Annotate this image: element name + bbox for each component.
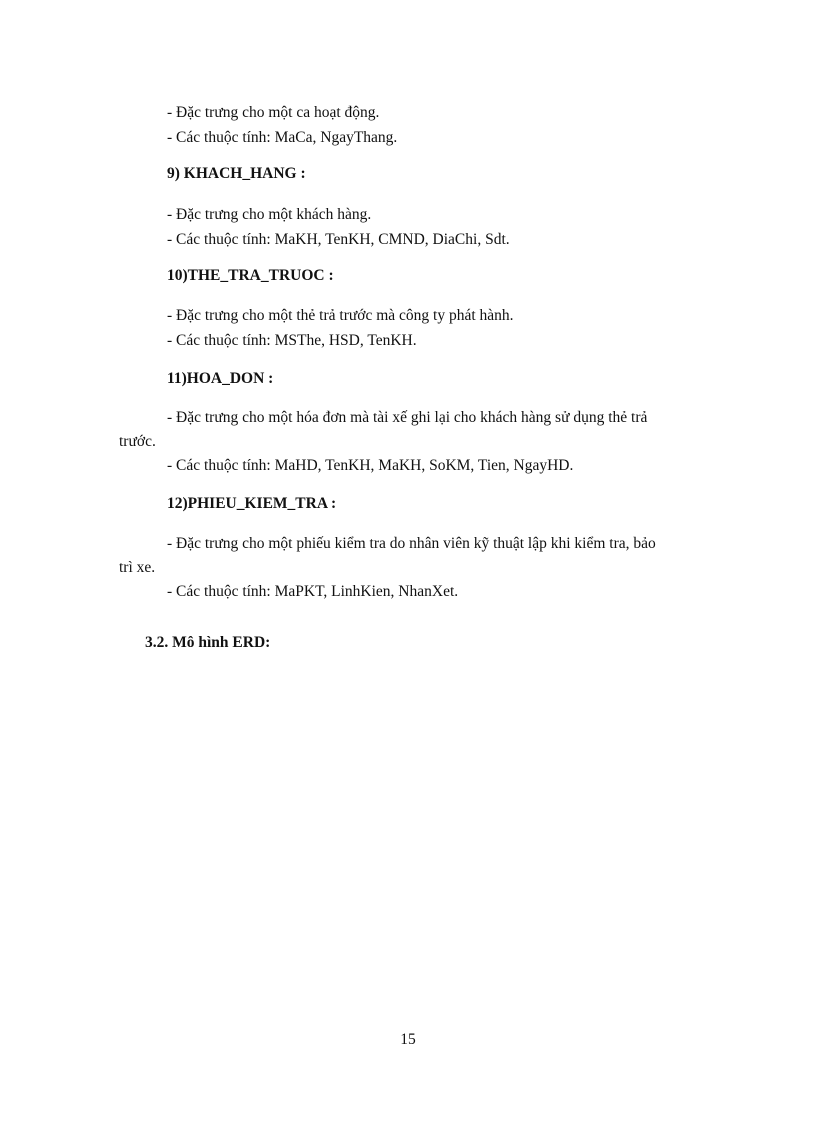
- hoa-don-desc-cont: trước.: [119, 433, 156, 450]
- hoa-don-desc: - Đặc trưng cho một hóa đơn mà tài xế ghi lại cho khách hàng sử dụng thẻ trả: [167, 409, 648, 426]
- hoa-don-attrs: - Các thuộc tính: MaHD, TenKH, MaKH, SoKM, Tien, NgayHD.: [167, 457, 574, 474]
- the-tra-truoc-desc: - Đặc trưng cho một thẻ trả trước mà công ty phát hành.: [167, 307, 514, 324]
- phieu-kiem-tra-desc: - Đặc trưng cho một phiếu kiểm tra do nhân viên kỹ thuật lập khi kiểm tra, bảo: [167, 535, 656, 552]
- section-title: 3.2. Mô hình ERD:: [145, 634, 271, 651]
- ca-desc: - Đặc trưng cho một ca hoạt động.: [167, 104, 380, 121]
- the-tra-truoc-heading: 10)THE_TRA_TRUOC :: [167, 267, 334, 284]
- ca-attrs: - Các thuộc tính: MaCa, NgayThang.: [167, 129, 398, 146]
- phieu-kiem-tra-heading: 12)PHIEU_KIEM_TRA :: [167, 495, 337, 512]
- khach-hang-heading: 9) KHACH_HANG :: [167, 165, 306, 182]
- khach-hang-attrs: - Các thuộc tính: MaKH, TenKH, CMND, DiaChi, Sdt.: [167, 231, 510, 248]
- the-tra-truoc-attrs: - Các thuộc tính: MSThe, HSD, TenKH.: [167, 332, 417, 349]
- phieu-kiem-tra-desc-cont: trì xe.: [119, 559, 156, 576]
- page-number: 15: [400, 1031, 416, 1048]
- khach-hang-desc: - Đặc trưng cho một khách hàng.: [167, 206, 372, 223]
- phieu-kiem-tra-attrs: - Các thuộc tính: MaPKT, LinhKien, NhanXet.: [167, 583, 459, 600]
- hoa-don-heading: 11)HOA_DON :: [167, 370, 274, 387]
